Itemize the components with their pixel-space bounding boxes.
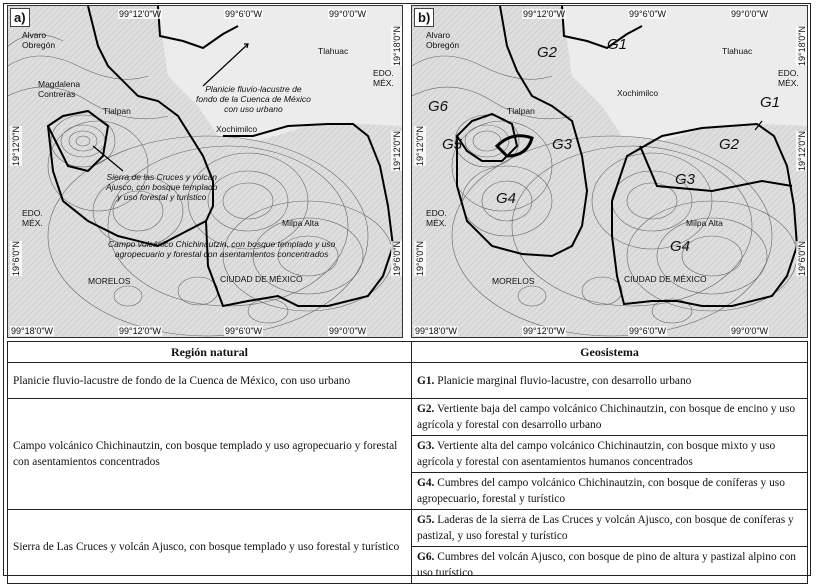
geosystem-description: Cumbres del volcán Ajusco, con bosque de pino de altura y pastizal alpino con uso turístico [417, 551, 796, 579]
place-morelos: MORELOS [492, 276, 535, 286]
coord-right-1: 19°18'0"N [392, 26, 402, 67]
place-cdmx: CIUDAD DE MÉXICO [220, 274, 303, 284]
geosystem-label-g3-west: G3 [552, 136, 573, 153]
geosystem-description: Vertiente baja del campo volcánico Chichinautzin, con bosque de encino y uso agrícola y forestal con desarrollo urbano [417, 403, 796, 431]
geosystem-code: G6. [417, 551, 435, 563]
geosystem-code: G5. [417, 514, 435, 526]
coord-bottom-1: 99°18'0"W [11, 326, 54, 336]
header-region-natural: Región natural [8, 342, 412, 363]
coord-bottom-3: 99°6'0"W [225, 326, 263, 336]
geosystem-label-g3-east: G3 [675, 171, 696, 188]
table-row [8, 363, 808, 399]
table-row [8, 399, 808, 436]
geosystem-description: Vertiente alta del campo volcánico Chichinautzin, con bosque mixto y uso agrícola y forestal con asentamientos humanos concentrados [417, 440, 776, 468]
place-edo-mex-left: EDO. MÉX. [22, 208, 43, 228]
place-xochimilco: Xochimilco [216, 124, 258, 134]
place-edo-mex-right: EDO. MÉX. [373, 68, 394, 88]
place-xochimilco: Xochimilco [617, 88, 659, 98]
place-tlalpan: Tlalpan [103, 106, 131, 116]
place-milpa-alta: Milpa Alta [686, 218, 723, 228]
coord-right-2: 19°12'0"N [392, 131, 402, 172]
coord-bottom-4: 99°0'0"W [731, 326, 769, 336]
geosystem-code: G1. [417, 374, 435, 387]
geosystem-description: Cumbres del campo volcánico Chichinautzin, con bosque de coníferas y uso agropecuario, forestal y turístico [417, 477, 785, 505]
coord-right-3: 19°6'0"N [797, 241, 807, 277]
coord-bottom-2: 99°12'0"W [119, 326, 162, 336]
geosystem-code: G4. [417, 477, 435, 489]
coord-right-2: 19°12'0"N [797, 131, 807, 172]
coord-top-2: 99°6'0"W [629, 9, 667, 19]
coord-top-1: 99°12'0"W [523, 9, 566, 19]
geosystem-code: G3. [417, 440, 435, 452]
geosystem-description: Planicie marginal fluvio-lacustre, con desarrollo urbano [434, 374, 692, 387]
coord-left-1: 19°12'0"N [415, 126, 425, 167]
place-alvaro-obregon: Alvaro Obregón [426, 30, 460, 50]
map-panel-b [411, 5, 808, 338]
place-edo-mex-left: EDO. MÉX. [426, 208, 447, 228]
region-cell: Campo volcánico Chichinautzin, con bosque templado y uso agropecuario y forestal con asentamientos concentrados [8, 399, 412, 510]
header-geosistema: Geosistema [412, 342, 808, 363]
coord-right-1: 19°18'0"N [797, 26, 807, 67]
coord-bottom-4: 99°0'0"W [329, 326, 367, 336]
annotation-campo: Campo volcánico Chichinautzin, con bosque templado y uso agropecuario y forestal con asentamientos concentrados [108, 239, 336, 259]
place-alvaro-obregon: Alvaro Obregón [22, 30, 56, 50]
geosystem-cell [412, 547, 808, 584]
geosystem-cell [412, 399, 808, 436]
geosystem-label-g5: G5 [442, 136, 463, 153]
coord-top-1: 99°12'0"W [119, 9, 162, 19]
geosystem-code: G2. [417, 403, 435, 415]
coord-left-1: 19°12'0"N [11, 126, 21, 167]
place-magdalena-contreras: Magdalena Contreras [38, 79, 81, 99]
coord-left-2: 19°6'0"N [11, 241, 21, 277]
geosystem-label-g2-north: G2 [537, 44, 558, 61]
region-cell: Sierra de Las Cruces y volcán Ajusco, con bosque templado y uso forestal y turístico [8, 510, 412, 584]
coord-bottom-3: 99°6'0"W [629, 326, 667, 336]
geosystem-cell [412, 510, 808, 547]
place-tlahuac: Tlahuac [318, 46, 349, 56]
geosystem-cell [412, 363, 808, 399]
annotation-planicie: Planicie fluvio-lacustre de fondo de la Cuenca de México con uso urbano [196, 84, 311, 114]
place-tlahuac: Tlahuac [722, 46, 753, 56]
geosystem-description: Laderas de la sierra de Las Cruces y volcán Ajusco, con bosque de coníferas y pastizal, y uso forestal y turístico [417, 514, 794, 542]
geosystem-cell [412, 473, 808, 510]
place-milpa-alta: Milpa Alta [282, 218, 319, 228]
legend-header-row [8, 342, 808, 363]
region-cell: Planicie fluvio-lacustre de fondo de la Cuenca de México, con uso urbano [8, 363, 412, 399]
place-cdmx: CIUDAD DE MÉXICO [624, 274, 707, 284]
annotation-sierra: Sierra de las Cruces y volcán Ajusco, con bosque templado y uso forestal y turístico [106, 172, 218, 202]
geosystem-label-g1-north: G1 [607, 36, 628, 53]
geosystem-label-g2-east: G2 [719, 136, 740, 153]
panel-label-b: b) [414, 8, 434, 27]
map-panel-a [7, 5, 403, 338]
place-morelos: MORELOS [88, 276, 131, 286]
place-tlalpan: Tlalpan [507, 106, 535, 116]
coord-right-3: 19°6'0"N [392, 241, 402, 277]
place-edo-mex-right: EDO. MÉX. [778, 68, 799, 88]
panel-label-a: a) [10, 8, 30, 27]
coord-bottom-1: 99°18'0"W [415, 326, 458, 336]
geosystem-label-g6: G6 [428, 98, 449, 115]
coord-left-2: 19°6'0"N [415, 241, 425, 277]
geosystem-label-g4-east: G4 [670, 238, 691, 255]
coord-top-3: 99°0'0"W [329, 9, 367, 19]
coord-top-2: 99°6'0"W [225, 9, 263, 19]
coord-top-3: 99°0'0"W [731, 9, 769, 19]
coord-bottom-2: 99°12'0"W [523, 326, 566, 336]
geosystem-label-g1-east: G1 [760, 94, 781, 111]
table-row [8, 510, 808, 547]
geosystem-cell [412, 436, 808, 473]
geosystem-label-g4-west: G4 [496, 190, 517, 207]
legend-table [7, 341, 808, 584]
